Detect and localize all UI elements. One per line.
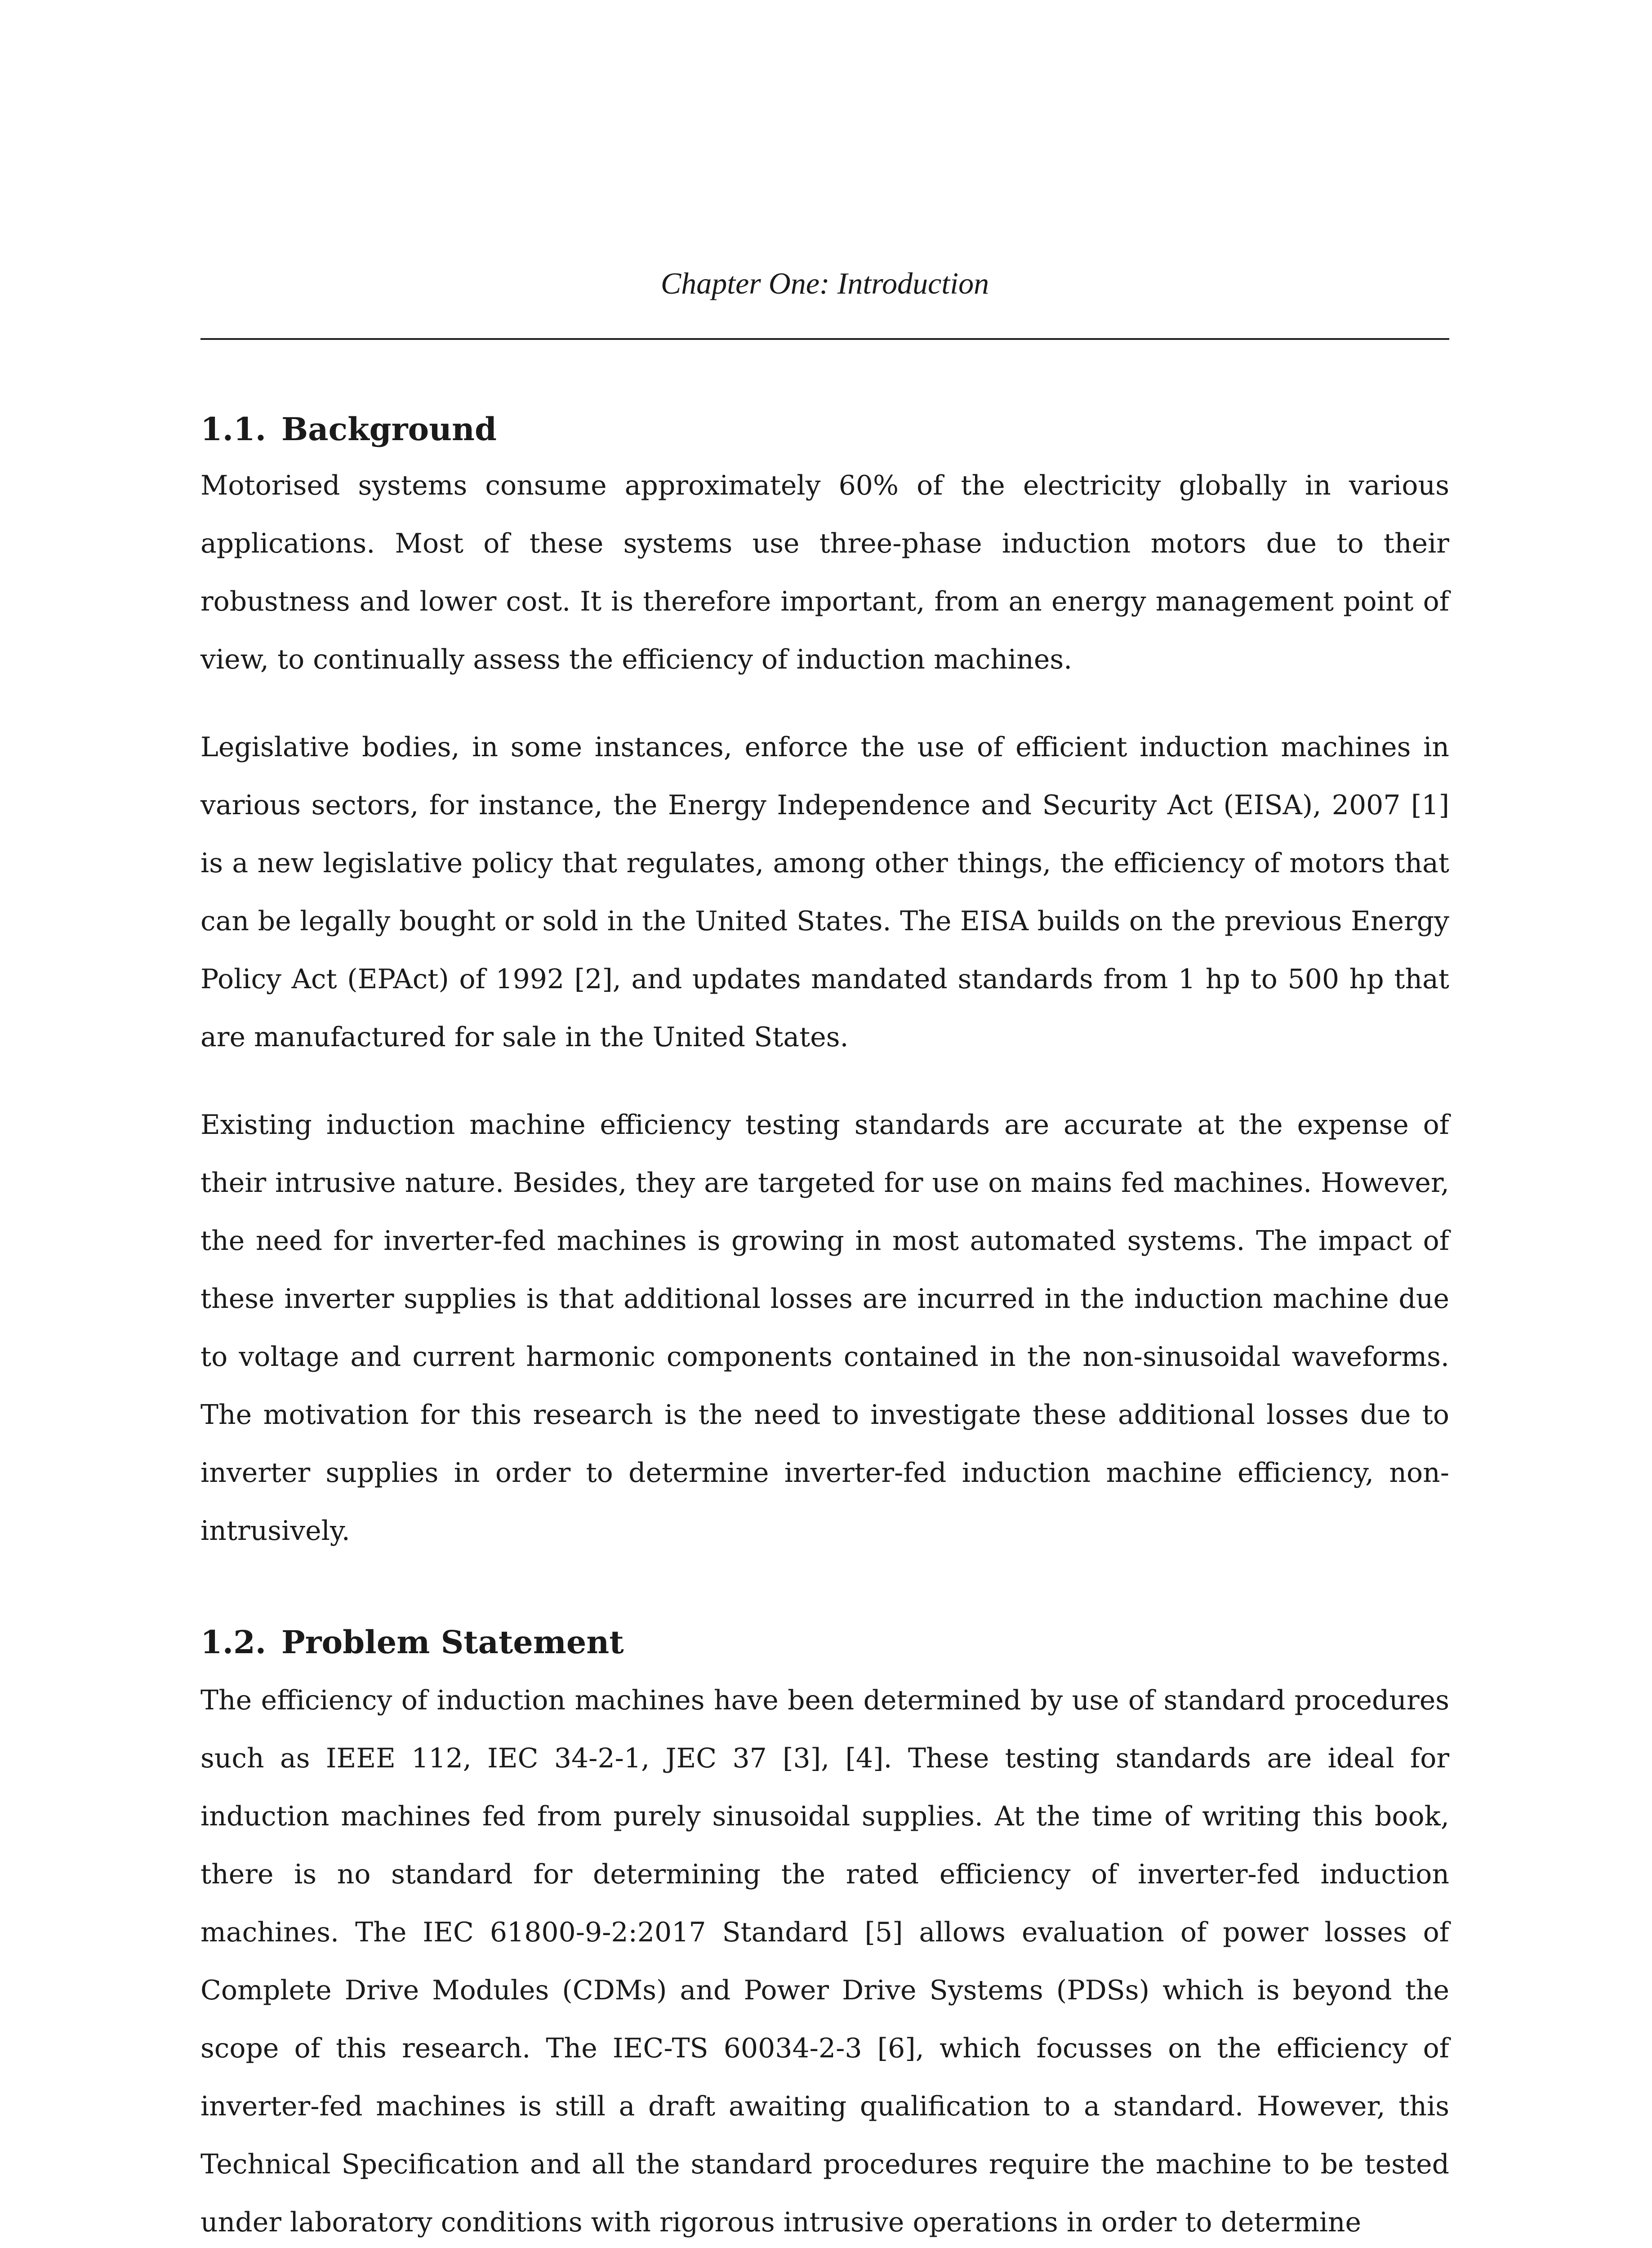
paragraph: Existing induction machine efficiency testing standards are accurate at the expense of their intrusive nature. Besides, they are targeted for use on mains fed machines. However, the need for inverter-fed machines is growing in most automated systems. The impact of these inverter supplies is that additional losses are incurred in the induction machine due to voltage and current harmonic components contained in the non-sinusoidal waveforms. The motivation for this research is the need to investigate these additional losses due to inverter supplies in order to determine inverter-fed induction machine efficiency, non-intrusively. [200,1109,1449,1547]
section-number: 1.1. [200,410,267,448]
paragraph: The efficiency of induction machines have been determined by use of standard procedures such as IEEE 112, IEC 34-2-1, JEC 37 [3], [4]. These testing standards are ideal for induction machines fed from purely sinusoidal supplies. At the time of writing this book, there is no standard for determining the rated efficiency of inverter-fed induction machines. The IEC 61800-9-2:2017 Standard [5] allows evaluation of power losses of Complete Drive Modules (CDMs) and Power Drive Systems (PDSs) which is beyond the scope of this research. The IEC-TS 60034-2-3 [6], which focusses on the efficiency of inverter-fed machines is still a draft awaiting qualification to a standard. However, this Technical Specification and all the standard procedures require the machine to be tested under laboratory conditions with rigorous intrusive operations in order to determine [200,1685,1449,2238]
section-background [200,405,1449,1560]
page-body [200,405,1449,2248]
running-header: Chapter One: Introduction [660,266,989,300]
paragraph: Motorised systems consume approximately 60% of the electricity globally in various applications. Most of these systems use three-phase induction motors due to their robustness and lower cost. It is therefore important, from an energy management point of view, to continually assess the efficiency of induction machines. [200,470,1449,675]
section-heading [200,1618,1449,1667]
section-title: Problem Statement [281,1624,624,1661]
section-problem-statement [200,1618,1449,2248]
section-title: Background [281,410,497,448]
section-number: 1.2. [200,1624,267,1661]
paragraph: Legislative bodies, in some instances, enforce the use of efficient induction machines in various sectors, for instance, the Energy Independence and Security Act (EISA), 2007 [1] is a new legislative policy that regulates, among other things, the efficiency of motors that can be legally bought or sold in the United States. The EISA builds on the previous Energy Policy Act (EPAct) of 1992 [2], and updates mandated standards from 1 hp to 500 hp that are manufactured for sale in the United States. [200,731,1449,1053]
header-rule [200,338,1449,340]
section-heading [200,405,1449,454]
